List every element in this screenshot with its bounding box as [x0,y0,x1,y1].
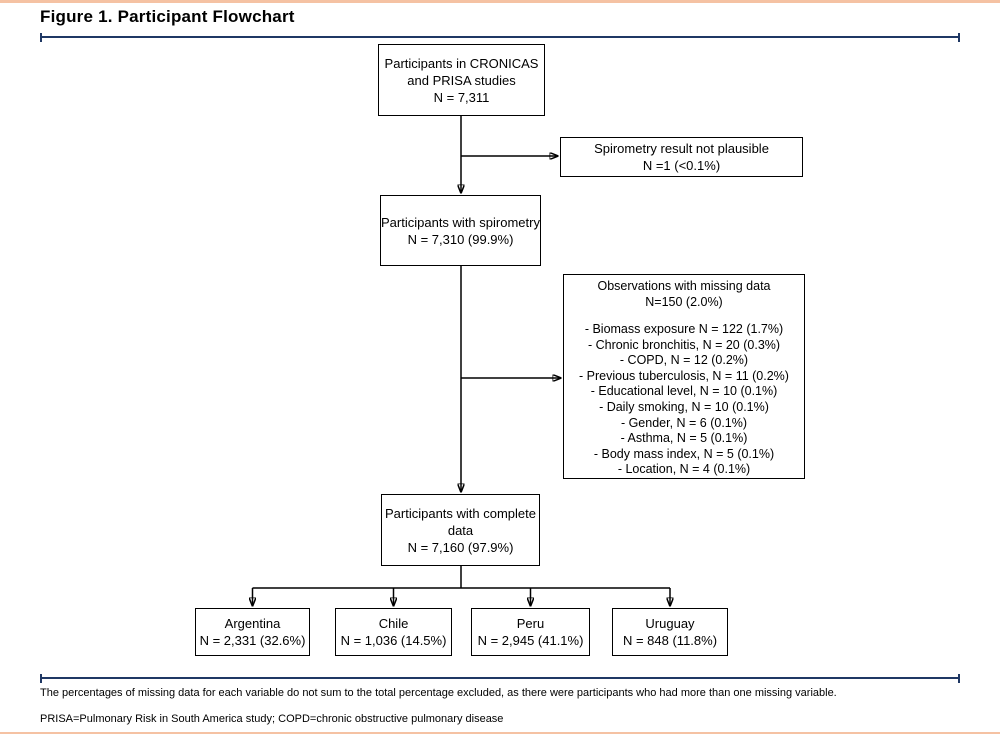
country-name: Peru [516,616,545,631]
box-line: Spirometry result not plausible [594,141,769,156]
box-line: N = 7,160 (97.9%) [407,539,514,555]
country-name: Chile [378,616,409,631]
flowchart-box-with-spirometry [380,195,541,266]
flowchart-box-peru [471,608,590,656]
box-line: Participants in CRONICAS [384,55,539,71]
country-count: N = 2,945 (41.1%) [477,633,584,648]
missing-item: - Body mass index, N = 5 (0.1%) [593,446,775,461]
box-line: Participants with complete [384,505,536,521]
footnote-missing-data: The percentages of missing data for each variable do not sum to the total percentage excluded, as there were participants who had more than one missing variable. [40,687,837,699]
flowchart-box-argentina [195,608,310,656]
missing-item: - Gender, N = 6 (0.1%) [620,415,748,430]
missing-item: - COPD, N = 12 (0.2%) [619,353,749,368]
bottom-accent-line [0,732,1000,734]
flowchart-box-complete-data [381,494,540,566]
box-line: Participants with spirometry [381,214,540,230]
flowchart-box-uruguay [612,608,728,656]
missing-item: - Previous tuberculosis, N = 11 (0.2%) [579,368,789,383]
missing-item: - Chronic bronchitis, N = 20 (0.3%) [587,337,781,352]
country-name: Argentina [224,616,281,631]
flowchart-box-chile [335,608,452,656]
country-count: N = 848 (11.8%) [622,633,718,648]
flowchart-box-missing-data [563,274,805,479]
box-line: N = 7,311 [433,89,490,105]
missing-item: - Biomass exposure N = 122 (1.7%) [584,322,784,337]
missing-title-line: Observations with missing data [597,279,771,293]
box-line: N =1 (<0.1%) [642,158,721,173]
missing-item: - Asthma, N = 5 (0.1%) [620,431,748,446]
bottom-divider-rule [40,677,960,679]
missing-item: - Daily smoking, N = 10 (0.1%) [599,400,769,415]
country-count: N = 2,331 (32.6%) [199,633,306,648]
country-count: N = 1,036 (14.5%) [340,633,447,648]
flowchart-box-total-participants [378,44,545,116]
figure-title: Figure 1. Participant Flowchart [40,7,295,26]
footnote-abbreviations: PRISA=Pulmonary Risk in South America study; COPD=chronic obstructive pulmonary disease [40,713,504,725]
box-line: data [447,522,474,538]
missing-title-line: N=150 (2.0%) [645,294,723,309]
country-name: Uruguay [645,616,695,631]
flowchart-box-spirometry-not-plausible [560,137,803,177]
missing-item: - Location, N = 4 (0.1%) [617,462,751,477]
missing-item: - Educational level, N = 10 (0.1%) [590,384,778,399]
box-line: and PRISA studies [407,72,516,88]
box-line: N = 7,310 (99.9%) [407,231,514,247]
